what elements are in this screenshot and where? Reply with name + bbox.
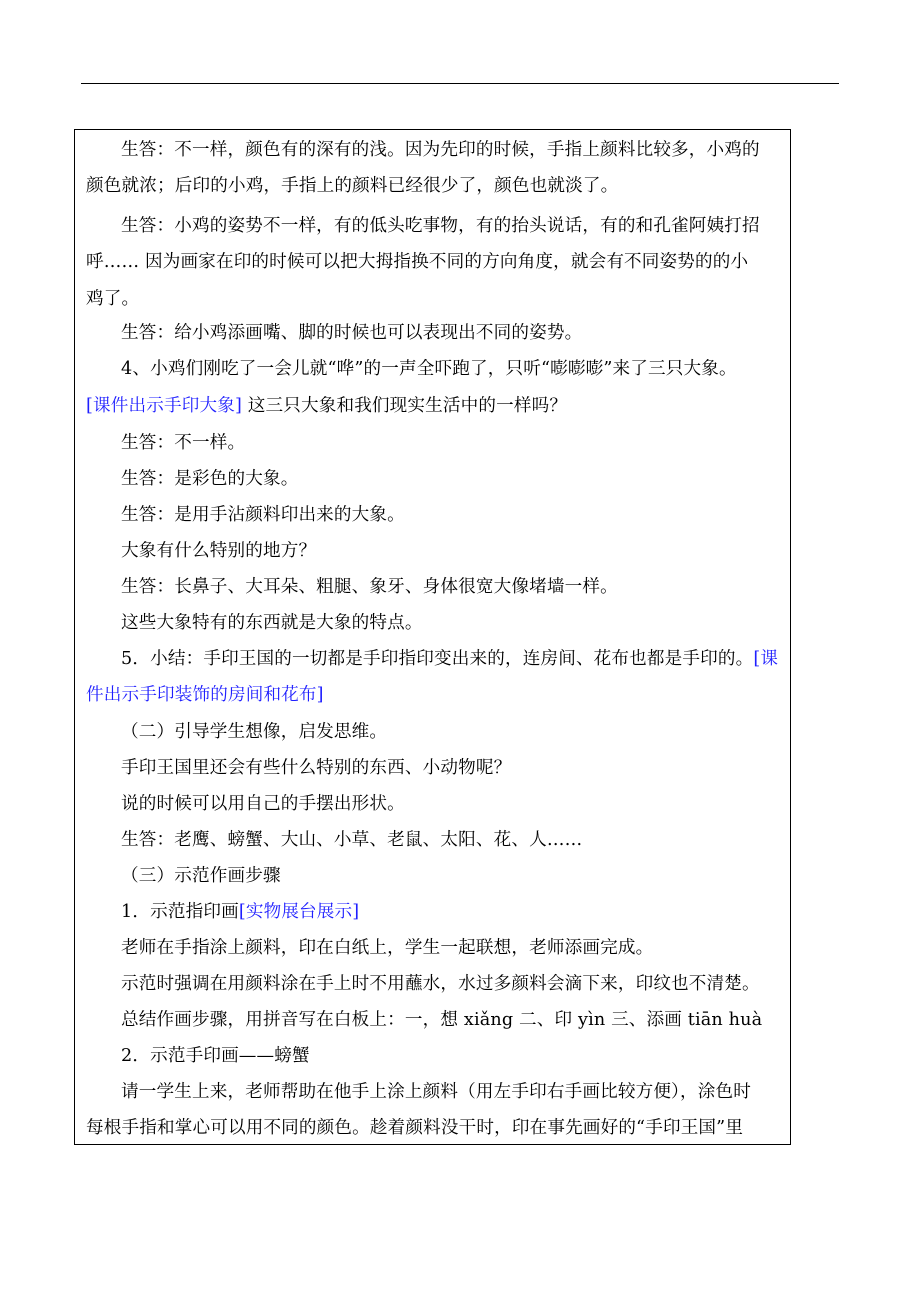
paragraph-line: 生答：是用手沾颜料印出来的大象。 [121,505,405,525]
courseware-note: 件出示手印装饰的房间和花布] [86,685,324,705]
paragraph-line: 生答：不一样，颜色有的深有的浅。因为先印的时候，手指上颜料比较多，小鸡的 [121,140,760,160]
paragraph-line: 老师在手指涂上颜料，印在白纸上，学生一起联想，老师添画完成。 [121,938,654,958]
paragraph-line: 颜色就浓；后印的小鸡，手指上的颜料已经很少了，颜色也就淡了。 [86,176,619,196]
lesson-content-frame [74,129,791,1145]
question-text: 这三只大象和我们现实生活中的一样吗？ [241,396,568,416]
courseware-note: [课件出示手印大象] [86,396,242,416]
section-heading: （二）引导学生想像，启发思维。 [121,722,388,742]
paragraph-line: 呼…… 因为画家在印的时候可以把大拇指换不同的方向角度，就会有不同姿势的的小 [86,252,749,272]
paragraph-line: 请一学生上来，老师帮助在他手上涂上颜料（用左手印右手画比较方便），涂色时 [121,1082,751,1102]
paragraph-line: 生答：老鹰、螃蟹、大山、小草、老鼠、太阳、花、人…… [121,830,583,850]
paragraph-line: 总结作画步骤，用拼音写在白板上：一，想 xiǎng 二、印 yìn 三、添画 tiān huà [121,1010,763,1030]
paragraph-line: 生答：给小鸡添画嘴、脚的时候也可以表现出不同的姿势。 [121,323,583,343]
step-title: 2．示范手印画——螃蟹 [121,1046,310,1066]
step-title: 1．示范指印画 [121,902,239,922]
paragraph-line [121,649,778,669]
paragraph-line: 大象有什么特别的地方？ [121,541,317,561]
courseware-note: [课 [753,649,779,669]
section-heading: （三）示范作画步骤 [121,866,281,886]
paragraph-line: 说的时候可以用自己的手摆出形状。 [121,794,405,814]
paragraph-line: 生答：是彩色的大象。 [121,469,299,489]
summary-text: 5．小结：手印王国的一切都是手印指印变出来的，连房间、花布也都是手印的。 [121,649,754,669]
paragraph-line: 生答：小鸡的姿势不一样，有的低头吃事物，有的抬头说话，有的和孔雀阿姨打招 [121,216,760,236]
paragraph-line: 生答：长鼻子、大耳朵、粗腿、象牙、身体很宽大像堵墙一样。 [121,577,618,597]
header-rule [81,83,839,84]
paragraph-line: 鸡了。 [86,289,140,309]
paragraph-line: 4、小鸡们刚吃了一会儿就“哗”的一声全吓跑了，只听“嘭嘭嘭”来了三只大象。 [121,359,737,379]
paragraph-line [86,396,567,416]
paragraph-line: 每根手指和掌心可以用不同的颜色。趁着颜料没干时，印在事先画好的“手印王国”里 [86,1118,744,1138]
paragraph-line: 生答：不一样。 [121,433,246,453]
paragraph-line: 这些大象特有的东西就是大象的特点。 [121,613,423,633]
paragraph-line: 示范时强调在用颜料涂在手上时不用蘸水，水过多颜料会滴下来，印纹也不清楚。 [121,974,760,994]
paragraph-line: 手印王国里还会有些什么特别的东西、小动物呢？ [121,758,512,778]
paragraph-line [121,902,359,922]
courseware-note: [实物展台展示] [238,902,360,922]
